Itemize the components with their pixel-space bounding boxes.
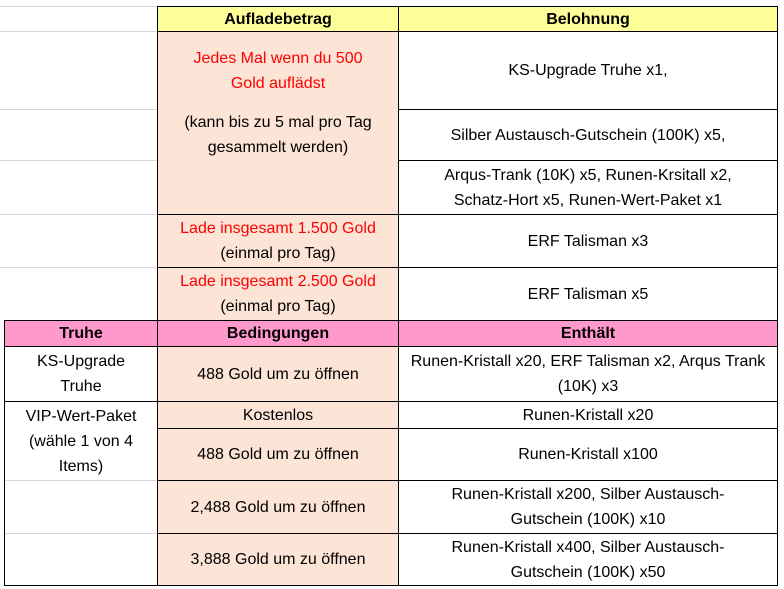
- condition-cell: 488 Gold um zu öffnen: [157, 428, 399, 481]
- chest-cell-vip: [4, 401, 158, 586]
- reward-cell: ERF Talisman x3: [398, 214, 778, 268]
- condition-cell: 3,888 Gold um zu öffnen: [157, 533, 399, 586]
- amount-label: Lade insgesamt 1.500 Gold: [180, 220, 376, 237]
- reward-cell: Arqus-Trank (10K) x5, Runen-Krsitall x2, Schatz-Hort x5, Runen-Wert-Paket x1: [398, 160, 778, 215]
- gridline: [0, 31, 157, 32]
- amount-label: Jedes Mal wenn du 500 Gold auflädst: [193, 50, 363, 92]
- condition-cell: Kostenlos: [157, 401, 399, 429]
- gridline: [5, 480, 157, 481]
- content-cell: Runen-Kristall x200, Silber Austausch-Gutschein (100K) x10: [398, 480, 778, 534]
- amount-cell-2500: [157, 267, 399, 321]
- reward-cell: KS-Upgrade Truhe x1,: [398, 31, 778, 110]
- chest-note: (wähle 1 von 4 Items): [28, 433, 134, 475]
- header-enthaelt: Enthält: [398, 320, 778, 347]
- header-bedingungen: Bedingungen: [157, 320, 399, 347]
- amount-note: (einmal pro Tag): [220, 298, 336, 315]
- gridline: [0, 6, 157, 7]
- gridline: [0, 214, 157, 215]
- header-belohnung: Belohnung: [398, 6, 778, 32]
- gridline: [0, 267, 157, 268]
- gridline: [0, 109, 157, 110]
- chest-cell: KS-Upgrade Truhe: [4, 346, 158, 402]
- header-truhe: Truhe: [4, 320, 158, 347]
- content-cell: Runen-Kristall x100: [398, 428, 778, 481]
- gridline: [0, 160, 157, 161]
- amount-label: Lade insgesamt 2.500 Gold: [180, 273, 376, 290]
- condition-cell: 488 Gold um zu öffnen: [157, 346, 399, 402]
- gridline: [5, 533, 157, 534]
- chest-label: VIP-Wert-Paket: [25, 408, 137, 425]
- content-cell: Runen-Kristall x20: [398, 401, 778, 429]
- condition-cell: 2,488 Gold um zu öffnen: [157, 480, 399, 534]
- amount-note: (kann bis zu 5 mal pro Tag gesammelt werden): [184, 114, 372, 156]
- content-cell: Runen-Kristall x400, Silber Austausch-Gutschein (100K) x50: [398, 533, 778, 586]
- reward-cell: Silber Austausch-Gutschein (100K) x5,: [398, 109, 778, 161]
- amount-note: (einmal pro Tag): [220, 245, 336, 262]
- header-aufladebetrag: Aufladebetrag: [157, 6, 399, 32]
- amount-cell-1500: [157, 214, 399, 268]
- reward-cell: ERF Talisman x5: [398, 267, 778, 321]
- content-cell: Runen-Kristall x20, ERF Talisman x2, Arqus Trank (10K) x3: [398, 346, 778, 402]
- amount-cell-500: [157, 31, 399, 215]
